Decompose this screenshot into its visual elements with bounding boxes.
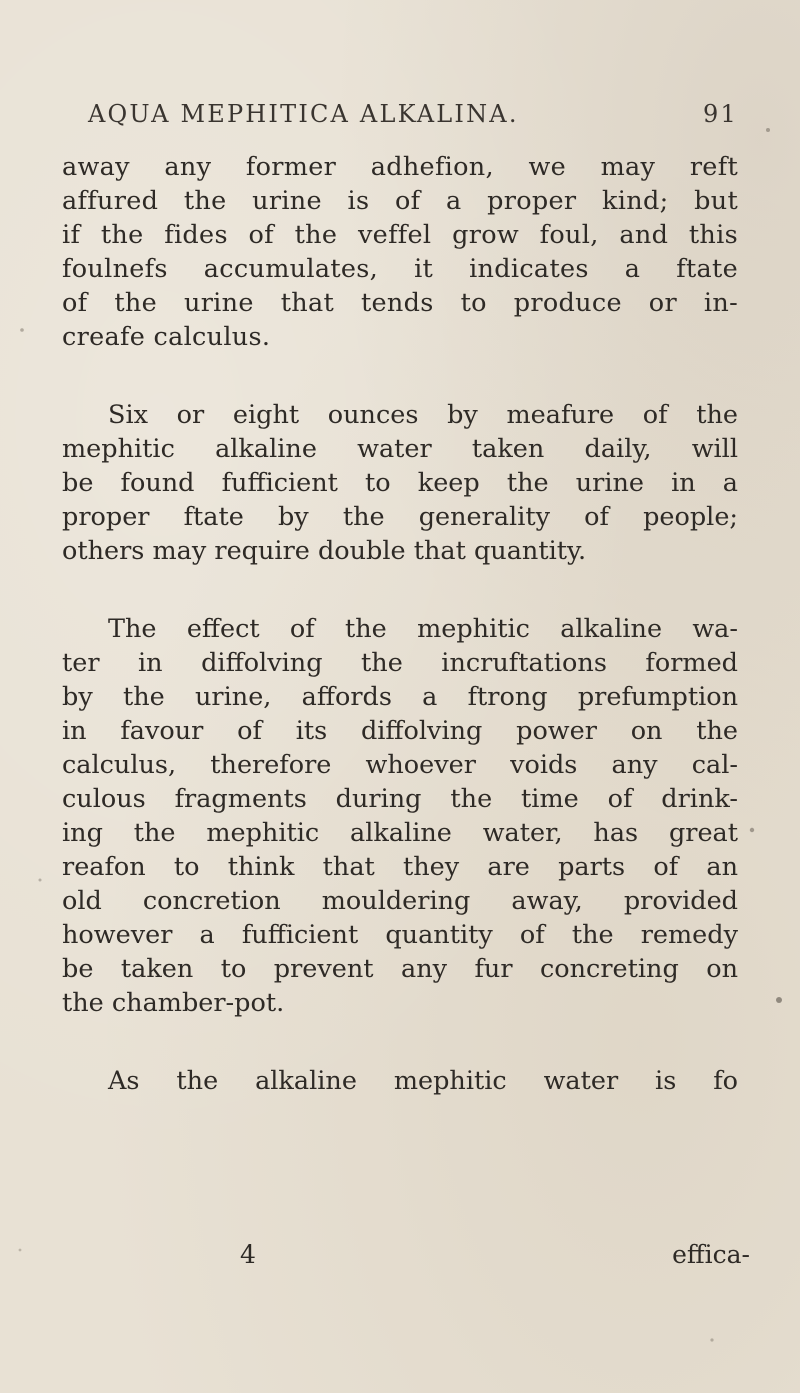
text-line: reafon to think that they are parts of an: [62, 852, 738, 882]
body-text: [62, 150, 738, 1142]
text-line: old concretion mouldering away, provided: [62, 886, 738, 916]
text-line: foulnefs accumulates, it indicates a ftate: [62, 254, 738, 284]
text-line: be taken to prevent any fur concreting on: [62, 954, 738, 984]
text-line: calculus, therefore whoever voids any cal-: [62, 750, 738, 780]
text-line: proper ftate by the generality of people;: [62, 502, 738, 532]
text-line: if the fides of the veffel grow foul, and this: [62, 220, 738, 250]
text-line: mephitic alkaline water taken daily, will: [62, 434, 738, 464]
text-line: ing the mephitic alkaline water, has great: [62, 818, 738, 848]
text-line: ter in diffolving the incruftations formed: [62, 648, 738, 678]
running-head: [88, 100, 738, 136]
text-line: The effect of the mephitic alkaline wa-: [108, 614, 738, 644]
text-line: affured the urine is of a proper kind; but: [62, 186, 738, 216]
text-line: Six or eight ounces by meafure of the: [108, 400, 738, 430]
paragraph: [62, 150, 738, 354]
text-line: be found fufficient to keep the urine in a: [62, 468, 738, 498]
text-line: in favour of its diffolving power on the: [62, 716, 738, 746]
paragraph: [62, 612, 738, 1020]
page-number: 91: [703, 100, 738, 128]
catchword: effica-: [672, 1240, 750, 1269]
signature-mark: 4: [240, 1240, 256, 1269]
text-line: by the urine, affords a ftrong prefumption: [62, 682, 738, 712]
running-title: AQUA MEPHITICA ALKALINA.: [88, 100, 519, 128]
text-line: As the alkaline mephitic water is fo: [108, 1066, 738, 1096]
text-line: the chamber-pot.: [62, 988, 285, 1018]
catch-line: [240, 1240, 750, 1274]
text-line: of the urine that tends to produce or in-: [62, 288, 738, 318]
paragraph: [62, 1064, 738, 1098]
text-line: others may require double that quantity.: [62, 536, 587, 566]
paragraph: [62, 398, 738, 568]
text-line: creafe calculus.: [62, 322, 271, 352]
text-line: culous fragments during the time of drink-: [62, 784, 738, 814]
text-line: however a fufficient quantity of the remedy: [62, 920, 738, 950]
text-line: away any former adhefion, we may reft: [62, 152, 738, 182]
